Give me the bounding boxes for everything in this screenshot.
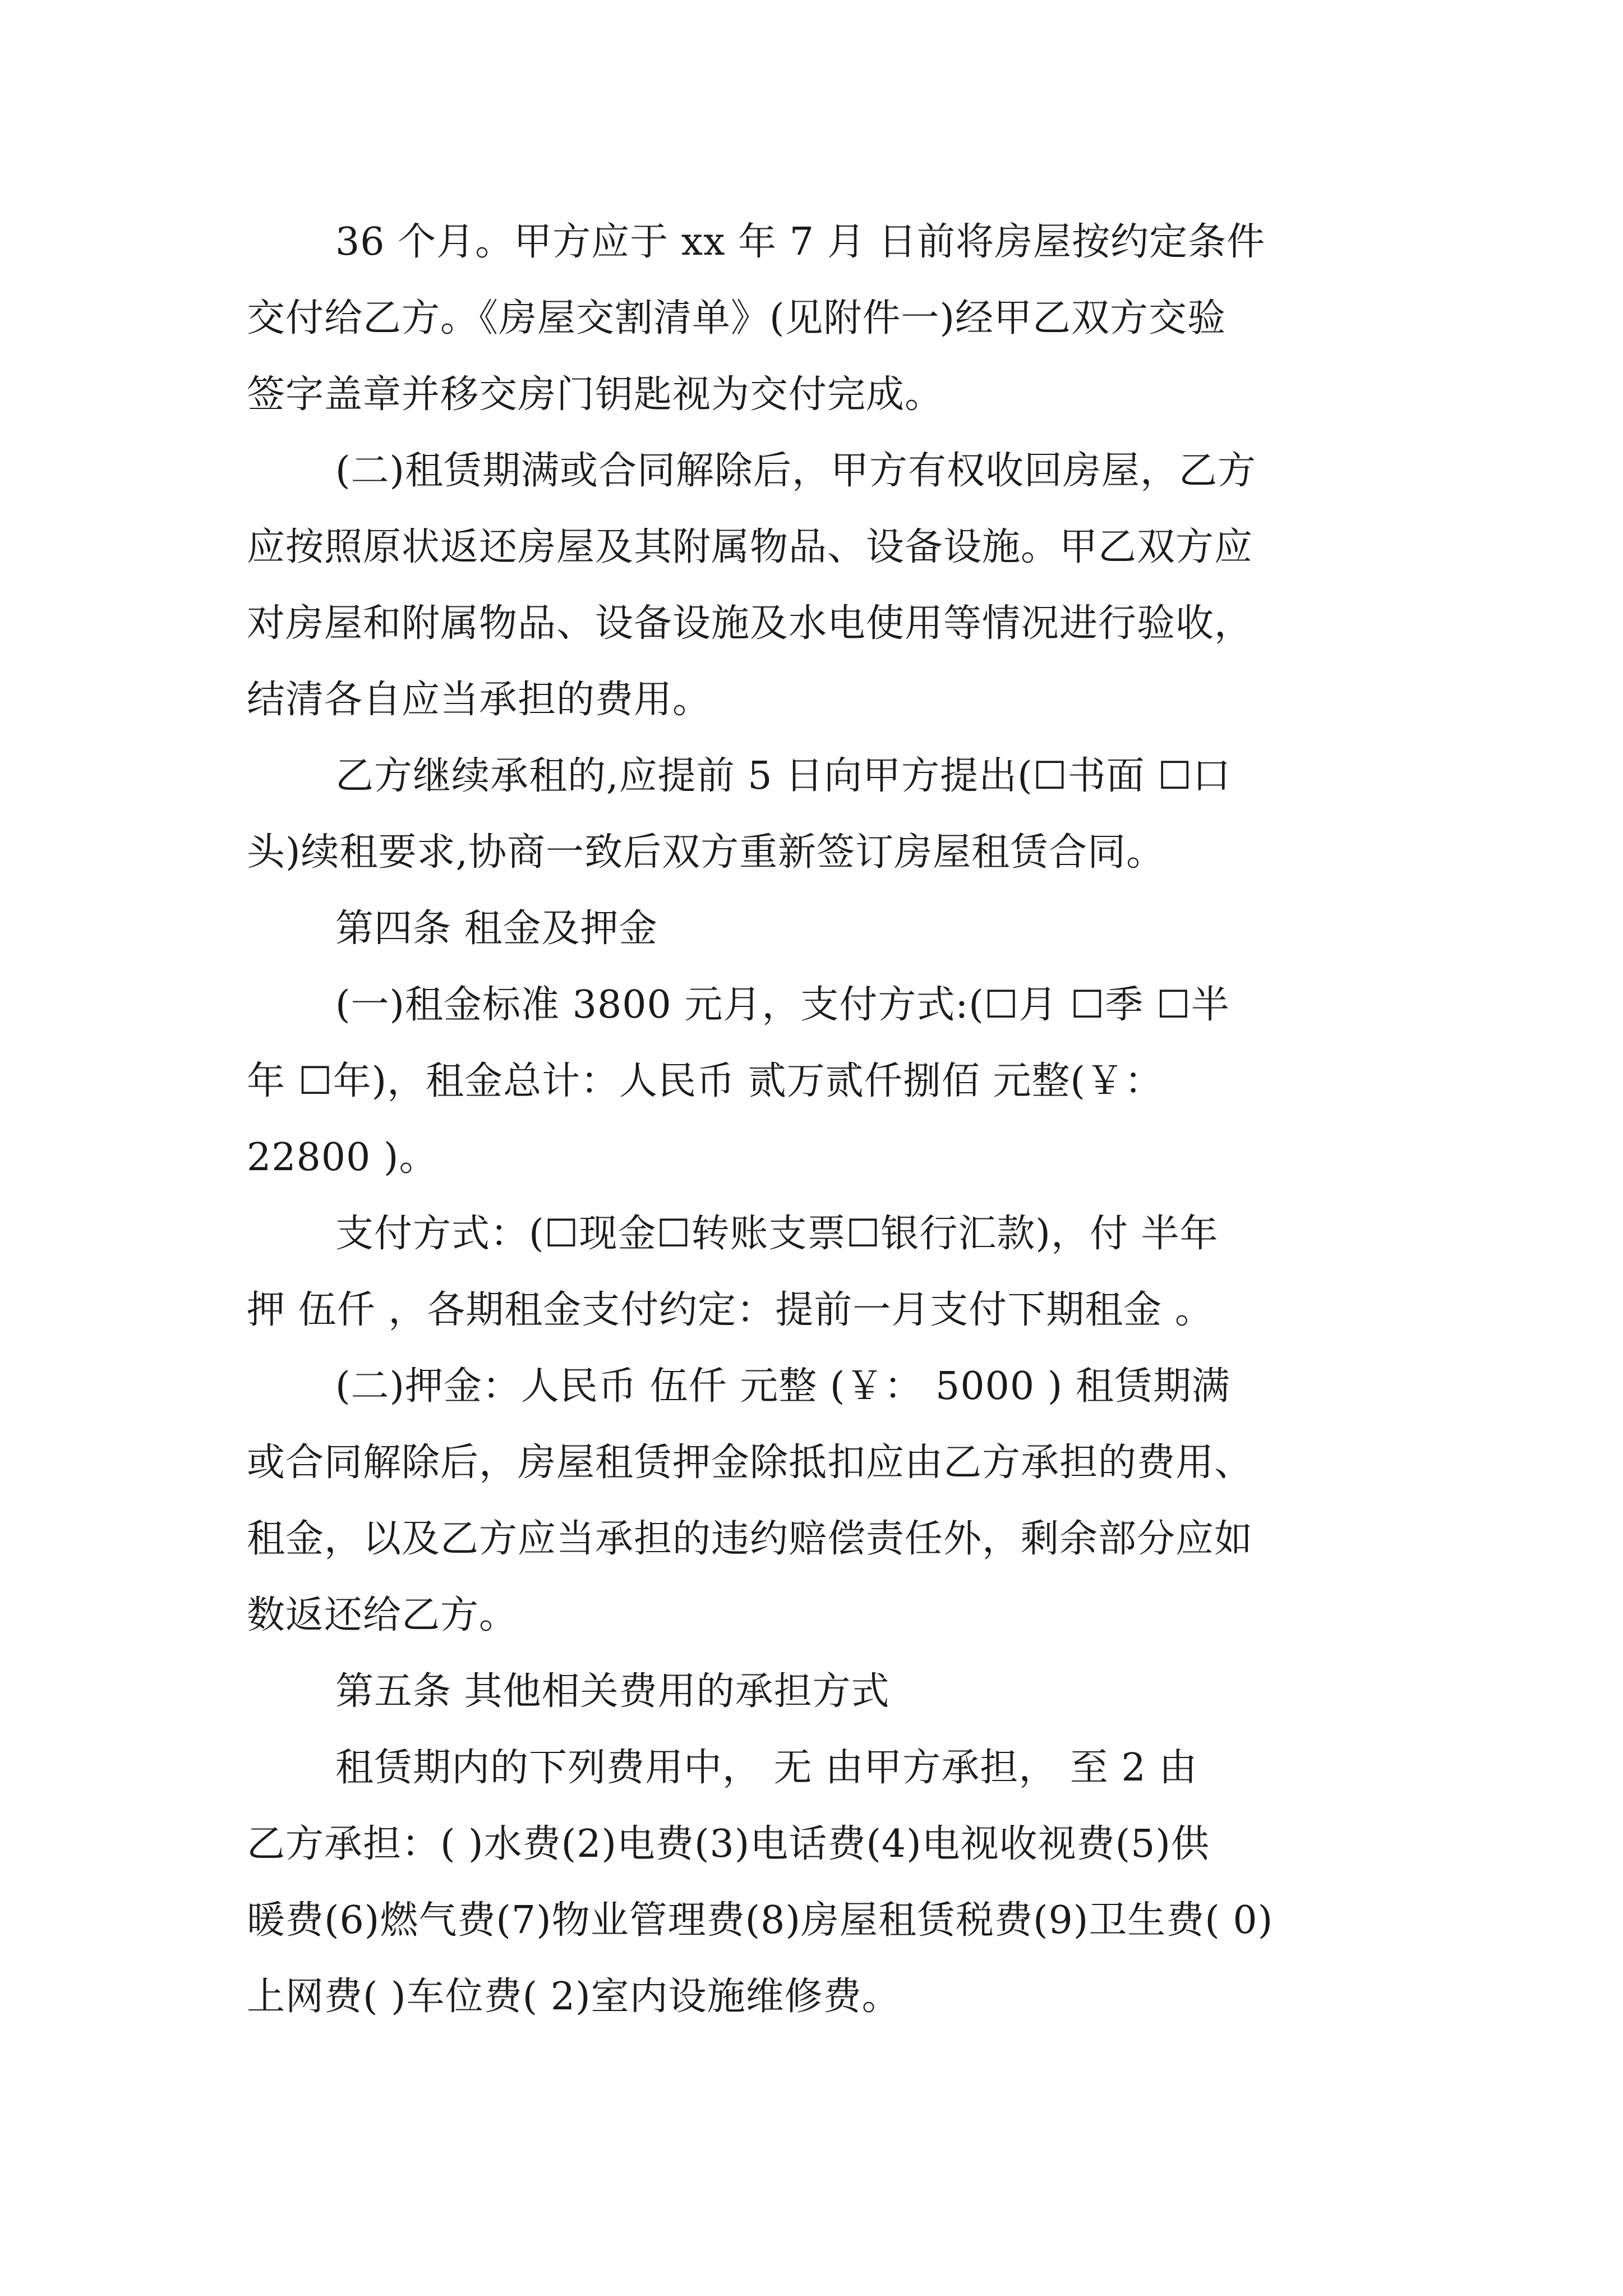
text-line: 乙方承担：( )水费(2)电费(3)电话费(4)电视收视费(5)供 xyxy=(247,1822,1210,1866)
text-line: 头)续租要求,协商一致后双方重新签订房屋租赁合同。 xyxy=(247,830,1165,875)
text-line: 或合同解除后，房屋租赁押金除抵扣应由乙方承担的费用、 xyxy=(247,1441,1253,1485)
text-line: 对房屋和附属物品、设备设施及水电使用等情况进行验收， xyxy=(247,601,1253,646)
text-line: 签字盖章并移交房门钥匙视为交付完成。 xyxy=(247,372,944,417)
text-line: 交付给乙方。《房屋交割清单》(见附件一)经甲乙双方交验 xyxy=(247,296,1227,341)
text-line: 租赁期内的下列费用中， 无 由甲方承担， 至 2 由 xyxy=(335,1746,1198,1790)
text-line: (二)租赁期满或合同解除后，甲方有权收回房屋，乙方 xyxy=(335,449,1257,493)
section-heading: 第四条 租金及押金 xyxy=(335,907,658,951)
text-line: 押 伍仟 ，各期租金支付约定：提前一月支付下期租金 。 xyxy=(247,1288,1214,1332)
text-line: 应按照原状返还房屋及其附属物品、设备设施。甲乙双方应 xyxy=(247,525,1253,569)
text-line: 结清各自应当承担的费用。 xyxy=(247,678,712,722)
text-line: 36 个月。甲方应于 xx 年 7 月 日前将房屋按约定条件 xyxy=(335,220,1266,264)
text-line: 上网费( )车位费( 2)室内设施维修费。 xyxy=(247,1975,901,2019)
text-line: 22800 )。 xyxy=(247,1135,438,1180)
text-line: (一)租金标准 3800 元月，支付方式:(☐月 ☐季 ☐半 xyxy=(335,983,1230,1027)
text-line: 租金，以及乙方应当承担的违约赔偿责任外，剩余部分应如 xyxy=(247,1517,1253,1561)
text-line: 乙方继续承租的,应提前 5 日向甲方提出(☐书面 ☐口 xyxy=(335,754,1232,798)
text-line: (二)押金：人民币 伍仟 元整 (￥： 5000 ) 租赁期满 xyxy=(335,1364,1230,1409)
section-heading: 第五条 其他相关费用的承担方式 xyxy=(335,1669,890,1714)
text-line: 暖费(6)燃气费(7)物业管理费(8)房屋租赁税费(9)卫生费( 0) xyxy=(247,1898,1274,1943)
text-line: 年 ☐年)，租金总计：人民币 贰万贰仟捌佰 元整(￥： xyxy=(247,1059,1163,1103)
text-line: 支付方式：(☐现金☐转账支票☐银行汇款)，付 半年 xyxy=(335,1212,1219,1256)
text-line: 数返还给乙方。 xyxy=(247,1593,518,1637)
